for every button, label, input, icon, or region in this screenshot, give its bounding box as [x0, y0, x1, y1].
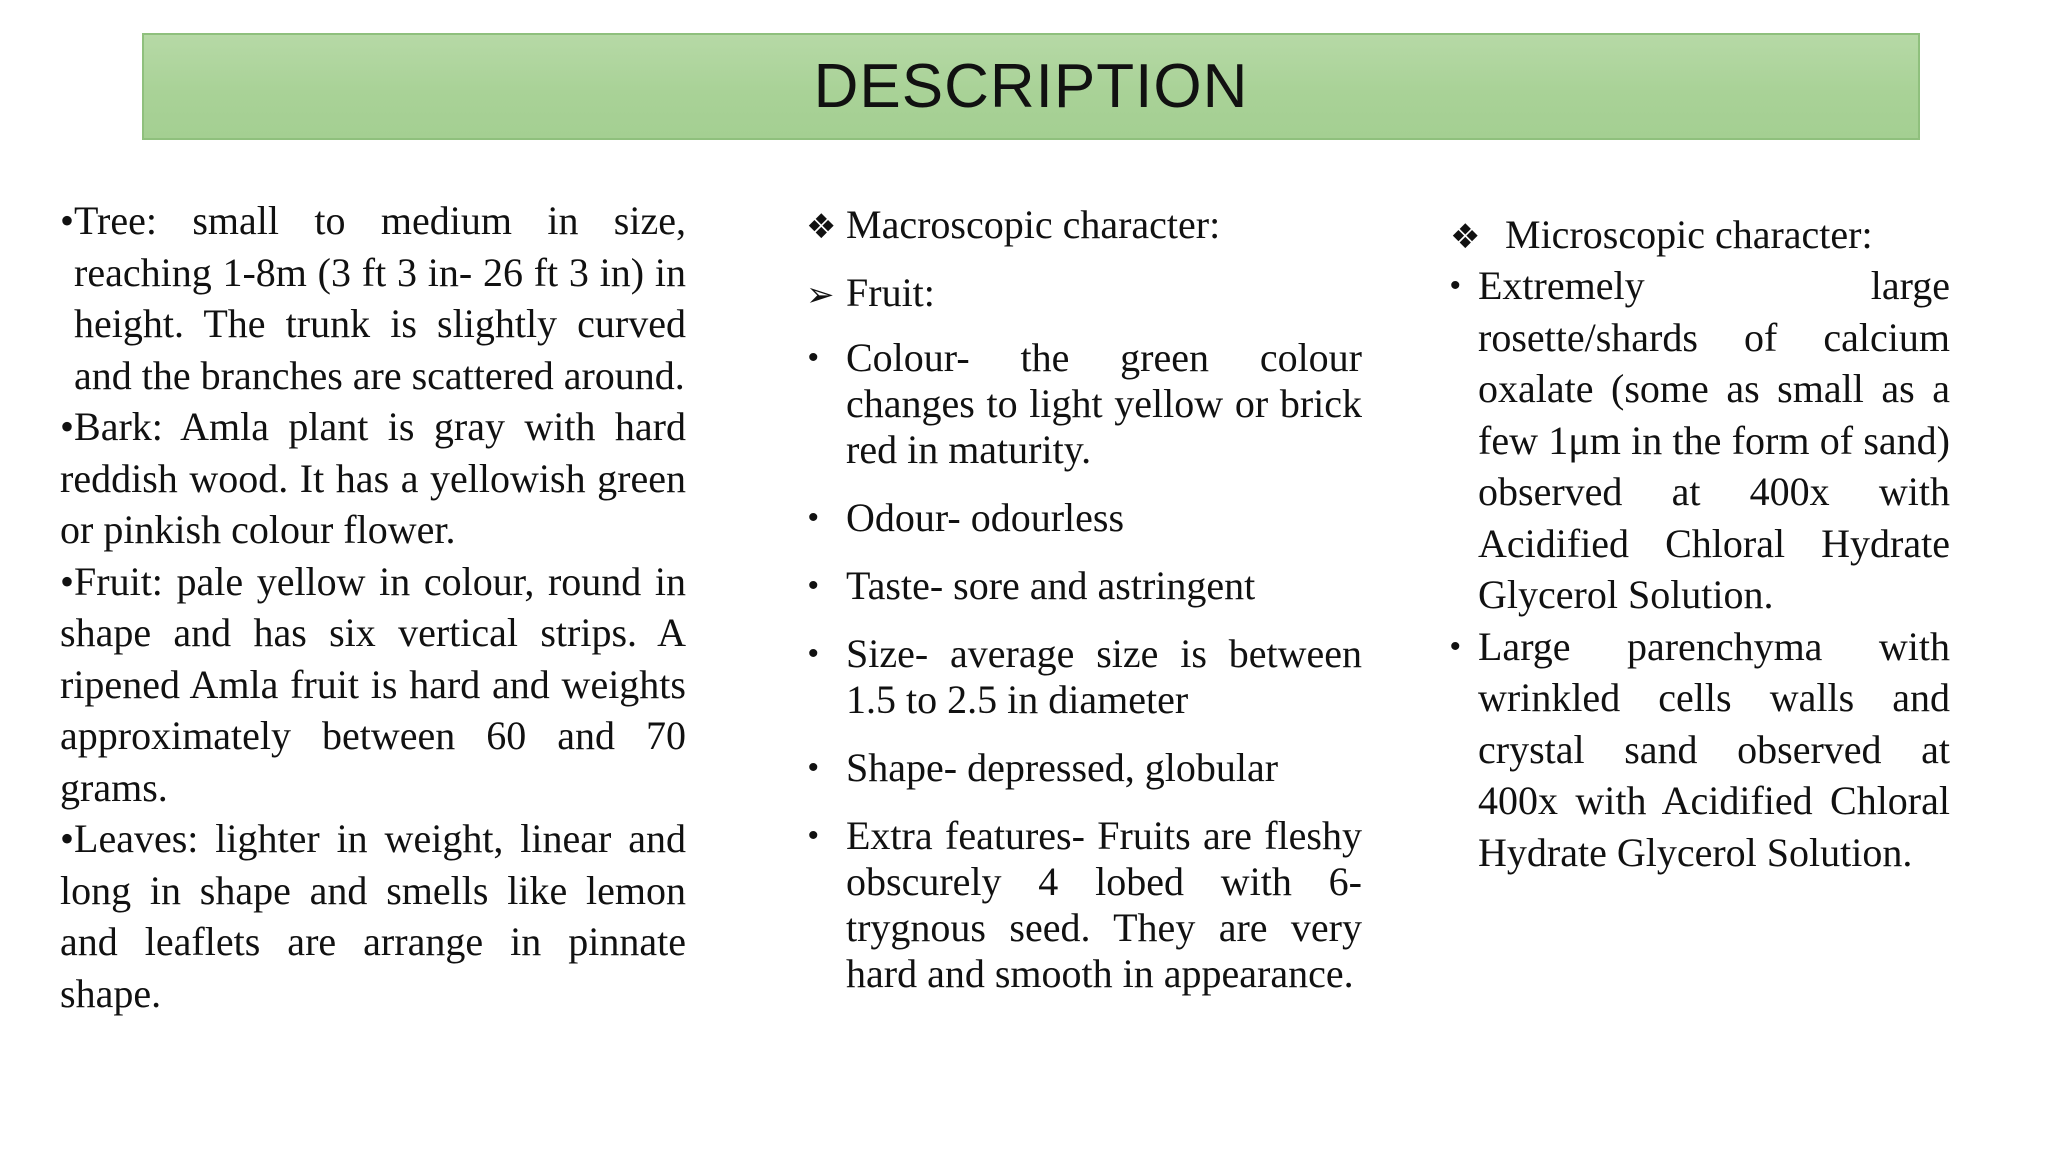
general-description-column — [60, 195, 686, 1019]
microscopic-heading-text: Microscopic character: — [1505, 212, 1873, 257]
list-item-text: Shape- depressed, globular — [846, 745, 1279, 790]
diamond-bullet-icon: ❖ — [806, 207, 837, 247]
bullet: • — [60, 816, 75, 861]
list-item-text: Taste- sore and astringent — [846, 563, 1256, 608]
bullet: • — [1450, 269, 1461, 302]
bullet: • — [60, 404, 75, 449]
macroscopic-list — [806, 335, 1362, 997]
macroscopic-heading — [806, 199, 1362, 249]
list-item-text: Odour- odourless — [846, 495, 1125, 540]
list-item-text: Size- average size is between 1.5 to 2.5 in diameter — [846, 631, 1362, 722]
list-item — [1450, 621, 1950, 879]
leaves-paragraph — [60, 813, 686, 1019]
bark-paragraph — [60, 401, 686, 556]
microscopic-list — [1450, 260, 1950, 878]
list-item — [806, 563, 1362, 609]
bullet: • — [808, 501, 819, 534]
list-item — [806, 631, 1362, 723]
bullet: • — [808, 819, 819, 852]
bark-text: Bark: Amla plant is gray with hard reddish wood. It has a yellowish green or pinkish colour flower. — [60, 404, 686, 552]
bullet: • — [60, 558, 75, 604]
fruit-paragraph — [60, 556, 686, 814]
list-item-text: Colour- the green colour changes to light yellow or brick red in maturity. — [846, 335, 1362, 472]
list-item — [806, 495, 1362, 541]
arrow-bullet-icon: ➢ — [806, 275, 835, 315]
list-item — [806, 745, 1362, 791]
list-item — [806, 813, 1362, 997]
diamond-bullet-icon: ❖ — [1450, 217, 1481, 257]
tree-paragraph — [60, 195, 686, 401]
list-item-text: Extremely large rosette/shards of calcium oxalate (some as small as a few 1μm in the form of sand) observed at 400x with Acidified Chloral Hydrate Glycerol Solution. — [1478, 263, 1950, 617]
list-item-text: Extra features- Fruits are fleshy obscurely 4 lobed with 6-trygnous seed. They are very hard and smooth in appearance. — [846, 813, 1362, 996]
bullet: • — [1450, 629, 1461, 663]
list-item — [806, 335, 1362, 473]
bullet: • — [60, 198, 75, 243]
list-item — [1450, 260, 1950, 621]
bullet: • — [808, 569, 819, 602]
fruit-subheading-text: Fruit: — [846, 270, 935, 315]
bullet: • — [808, 751, 819, 784]
macroscopic-column — [806, 199, 1362, 1019]
tree-text: Tree: small to medium in size, reaching 1-8m (3 ft 3 in- 26 ft 3 in) in height. The trunk is slightly curved and the branches are scattered around. — [74, 198, 686, 398]
list-item-text: Large parenchyma with wrinkled cells walls and crystal sand observed at 400x with Acidified Chloral Hydrate Glycerol Solution. — [1478, 623, 1950, 875]
macroscopic-heading-text: Macroscopic character: — [846, 202, 1221, 247]
leaves-text: Leaves: lighter in weight, linear and long in shape and smells like lemon and leaflets are arrange in pinnate shape. — [60, 816, 686, 1016]
title-banner — [142, 33, 1920, 140]
fruit-subheading — [806, 267, 1362, 317]
fruit-text: Fruit: pale yellow in colour, round in shape and has six vertical strips. A ripened Amla fruit is hard and weights approximately between 60 and 70 grams. — [60, 558, 686, 810]
microscopic-column — [1450, 209, 1950, 878]
slide-title: DESCRIPTION — [813, 52, 1249, 121]
microscopic-heading — [1450, 209, 1950, 260]
bullet: • — [808, 341, 819, 374]
bullet: • — [808, 637, 819, 670]
